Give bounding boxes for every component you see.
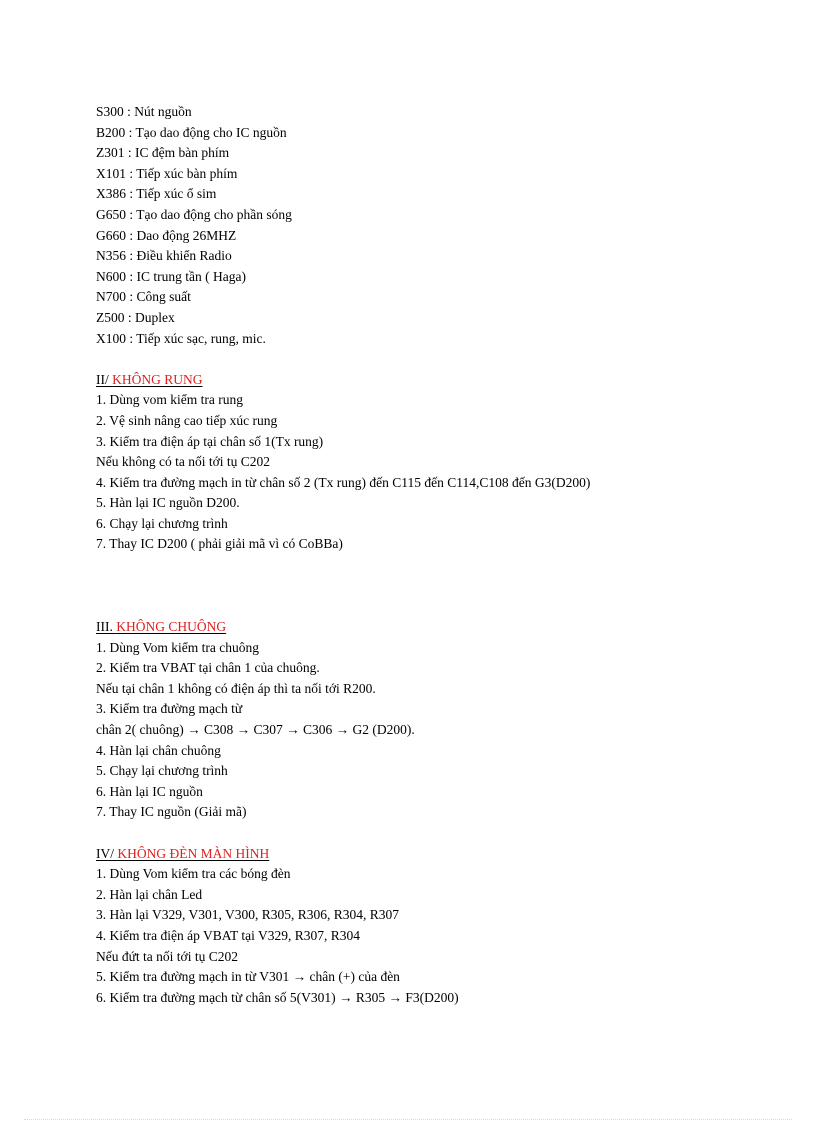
step-line: 7. Thay IC D200 ( phải giải mã vì có CoBBa): [96, 536, 343, 552]
step-line: 7. Thay IC nguồn (Giải mã): [96, 804, 247, 820]
step-line: 3. Hàn lại V329, V301, V300, R305, R306, R304, R307: [96, 907, 400, 923]
step-line: 1. Dùng Vom kiểm tra các bóng đèn: [96, 866, 291, 882]
component-item: B200 : Tạo dao động cho IC nguồn: [96, 124, 287, 140]
component-item: X386 : Tiếp xúc ổ sim: [96, 186, 217, 202]
component-item: S300 : Nút nguồn: [96, 104, 192, 119]
component-item: X101 : Tiếp xúc bàn phím: [96, 165, 238, 181]
component-item: N700 : Công suất: [96, 289, 191, 305]
step-line: Nếu không có ta nối tới tụ C202: [96, 454, 270, 470]
step-line: 4. Kiểm tra đường mạch in từ chân số 2 (Tx rung) đến C115 đến C114,C108 đến G3(D200): [96, 474, 591, 490]
section-title: KHÔNG RUNG: [112, 371, 203, 387]
spacer: [96, 349, 776, 370]
step-line: chân 2( chuông) → C308 → C307 → C306 → G2 (D200).: [96, 722, 415, 738]
spacer: [96, 823, 776, 844]
step-line: 6. Kiểm tra đường mạch từ chân số 5(V301) → R305 → F3(D200): [96, 989, 459, 1005]
page-bottom-divider: [24, 1119, 792, 1120]
step-line: Nếu đứt ta nối tới tụ C202: [96, 948, 238, 964]
step-line: 4. Kiểm tra điện áp VBAT tại V329, R307, R304: [96, 927, 360, 943]
step-line: 3. Kiểm tra đường mạch từ: [96, 701, 243, 717]
step-line: 2. Kiểm tra VBAT tại chân 1 của chuông.: [96, 660, 320, 676]
section-khong-rung: [96, 370, 776, 555]
step-line: 5. Kiểm tra đường mạch in từ V301 → chân (+) của đèn: [96, 969, 400, 985]
section-heading: [96, 844, 776, 865]
component-item: G650 : Tạo dao động cho phần sóng: [96, 206, 292, 222]
spacer: [96, 555, 776, 617]
step-line: 1. Dùng Vom kiểm tra chuông: [96, 639, 259, 655]
step-line: Nếu tại chân 1 không có điện áp thì ta nối tới R200.: [96, 680, 376, 696]
section-heading: [96, 370, 776, 391]
step-line: 6. Hàn lại IC nguồn: [96, 783, 203, 799]
section-number: IV/: [96, 845, 118, 861]
step-line: 3. Kiểm tra điện áp tại chân số 1(Tx rung): [96, 433, 324, 449]
component-list: [96, 102, 776, 349]
step-line: 5. Hàn lại IC nguồn D200.: [96, 495, 240, 511]
step-line: 4. Hàn lại chân chuông: [96, 742, 221, 758]
section-number: III.: [96, 619, 117, 635]
component-item: G660 : Dao động 26MHZ: [96, 227, 237, 243]
step-line: 5. Chạy lại chương trình: [96, 763, 228, 779]
step-line: 1. Dùng vom kiểm tra rung: [96, 392, 243, 408]
section-heading: [96, 617, 776, 638]
document-content: [96, 102, 776, 1008]
step-line: 6. Chạy lại chương trình: [96, 515, 228, 531]
section-number: II/: [96, 371, 113, 387]
section-title: KHÔNG ĐÈN MÀN HÌNH: [117, 845, 270, 861]
step-line: 2. Vệ sinh nâng cao tiếp xúc rung: [96, 412, 278, 428]
section-title: KHÔNG CHUÔNG: [116, 619, 227, 635]
step-line: 2. Hàn lại chân Led: [96, 886, 203, 902]
component-item: Z500 : Duplex: [96, 309, 175, 325]
component-item: N600 : IC trung tần ( Haga): [96, 268, 246, 284]
component-item: Z301 : IC đệm bàn phím: [96, 145, 230, 161]
section-khong-den-man-hinh: [96, 844, 776, 1009]
component-item: X100 : Tiếp xúc sạc, rung, mic.: [96, 330, 266, 346]
component-item: N356 : Điều khiển Radio: [96, 248, 232, 264]
section-khong-chuong: [96, 617, 776, 823]
